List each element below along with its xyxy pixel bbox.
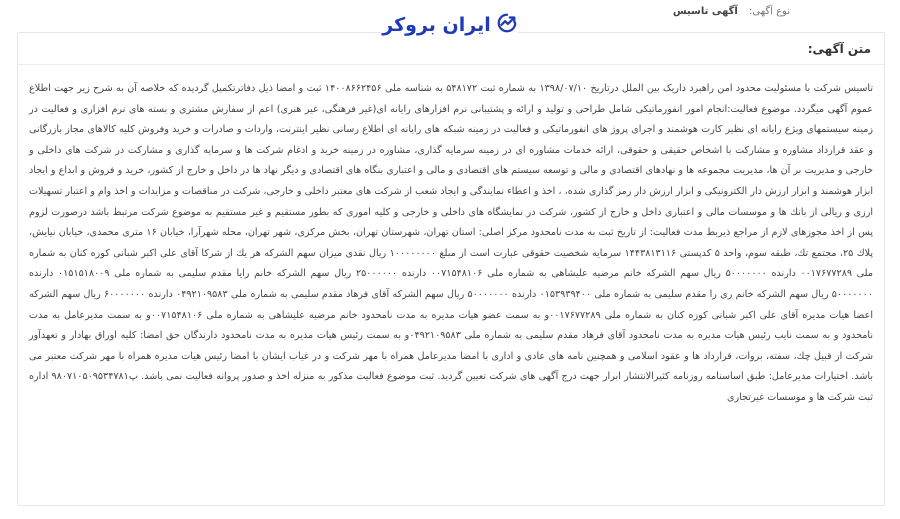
growth-chart-icon	[496, 12, 518, 38]
ad-body-text: تاسیس شرکت با مسئولیت محدود امن راهبرد داریک بین الملل درتاریخ ۱۳۹۸/۰۷/۱۰ به شماره ثبت ۵۴۸۱۷۲ به شناسه ملی ۱۴۰۰۸۶۶۲۴۵۶ ثبت و امضا ذیل دفاترتکمیل گردیده که خلاصه آن به شرح زیر جهت اطلاع عموم آگهی میگردد. موضوع فعالیت:انجام امور انفورماتیکی شامل طراحی و تولید و ارائه و پشتیبانی نرم افزارهای رایانه ای(غیر فرهنگی، غیر هنری) اعم از سفارش مشتری و بسته های نرم افزاری و فعالیت در زمینه سیستمهای ویژع رایانه ای نظیر کارت هوشمند و اجرای پروژ های انفورماتیکی و فعالیت در زمینه شبکه های رایانه ای اطلاع رسانی نظیر اینترنت، واردات و صادرات و خرید وفروش کلیه کالاهای مجاز بازرگانی و عقد قرارداد مشاوره و مشارکت با اشخاص حقیقی و حقوقی، ارائه خدمات مشاوره ای در زمینه سرمایه گذاری، مشاوره در زمینه خرید و ادغام شرکت ها و سرمایه گذاری و مشارکت در شرکت های داخلی و خارجی و مدیریت بر آن ها، مدیریت مجموعه ها و نهادهای اقتصادی و مالی و توسعه سیستم های اقتصادی و مالی و اعتباری بنگاه های اقتصادی و دیگر نهاد ها در داخل و خارج از کشور، خرید و فروش و ابداع و ایجاد ابزار هوشمند و ابزار ارزش دار الکترونیکی و ابزار ارزش دار رمز گذاری شده، ، اخذ و اعطاء نمایندگی و ایجاد شعب از شرکت های معتبر داخلی و خارجی، شرکت در مناقصات و مزایدات و اخذ وام و اعتبار تسهیلات ارزی و ریالی از بانك ها و موسسات مالی و اعتباری داخل و خارج از کشور، شرکت در نمایشگاه های داخلی و خارجی و کلیه اموری که بطور مستقیم و غیر مستقیم به موضوع شرکت مرتبط باشد درصورت لزوم پس از اخذ مجوزهای لازم از مراجع ذیربط مدت فعالیت: از تاریخ ثبت به مدت نامحدود مرکز اصلی: استان تهران، شهرستان تهران، بخش مرکزی، شهر تهران، محله شهرآرا، خیابان ۱۶ متری محمدی، خیابان نیایش، پلاك ۲۵، مجتمع تك، طبقه سوم، واحد ۵ کدپستی ۱۴۴۳۸۱۳۱۱۶ سرمایه شخصیت حقوقی عبارت است از مبلغ ۱۰۰۰۰۰۰۰۰ ریال نقدی میزان سهم الشرکه هر یك از شرکا آقای علی اکبر شبانی کوزه کنان به شماره ملی ۰۰۱۷۶۷۷۲۸۹ دارنده ۵۰۰۰۰۰۰۰ ریال سهم الشرکه خانم مرضیه علیشاهی به شماره ملی ۰۰۷۱۵۴۸۱۰۶ دارنده ۲۵۰۰۰۰۰۰ ریال سهم الشرکه خانم رایا مقدم سلیمی به شماره ملی ۰۱۵۱۵۱۸۰۰۹ دارنده ۵۰۰۰۰۰۰۰ ریال سهم الشرکه خانم ری را مقدم سلیمی به شماره ملی ۰۱۵۳۹۳۹۴۰۰ دارنده ۵۰۰۰۰۰۰۰ ریال سهم الشرکه آقای فرهاد مقدم سلیمی به شماره ملی ۰۴۹۲۱۰۹۵۸۳ دارنده ۶۰۰۰۰۰۰۰ ریال سهم الشرکه اعضا هیات مدیره آقای علی اکبر شبانی کوزه کنان به شماره ملی ۰۰۱۷۶۷۷۲۸۹و به سمت عضو هیات مدیره به مدت نامحدود خانم مرضیه علیشاهی به شماره ملی ۰۰۷۱۵۴۸۱۰۶و به سمت مدیرعامل به مدت نامحدود و به سمت نایب رئیس هیات مدیره به مدت نامحدود آقای فرهاد مقدم سلیمی به شماره ملی ۰۴۹۲۱۰۹۵۸۳و به سمت رئیس هیات مدیره به مدت نامحدود دارندگان حق امضا: کلیه اوراق بهادار و تعهدآور شرکت از قبیل چك، سفته، بروات، قرارداد ها و عقود اسلامی و همچنین نامه های عادی و اداری با امضا مدیرعامل همراه با مهر شرکت و در غیاب ایشان با امضا رئیس هیات مدیره همراه با مهر شرکت معتبر می باشد. اختیارات مدیرعامل: طبق اساسنامه روزنامه کثیرالانتشار ابرار جهت درج آگهی های شرکت تعیین گردید. ثبت موضوع فعالیت مذکور به منزله اخذ و صدور پروانه فعالیت نمی باشد. پ۹۸۰۷۱۰۵۰۹۵۳۴۷۸۱ اداره ثبت شرکت ها و موسسات غیرتجاری	[29, 83, 874, 403]
ad-text-card	[17, 32, 885, 506]
site-logo[interactable]	[382, 8, 518, 42]
card-title: متن آگهی:	[807, 42, 871, 56]
ad-type-label: نوع آگهی:	[749, 6, 790, 17]
ad-body	[18, 65, 884, 409]
logo-text: ایران بروکر	[382, 14, 491, 36]
ad-type-row	[673, 6, 790, 17]
ad-type-value: آگهی تاسیس	[672, 6, 738, 17]
